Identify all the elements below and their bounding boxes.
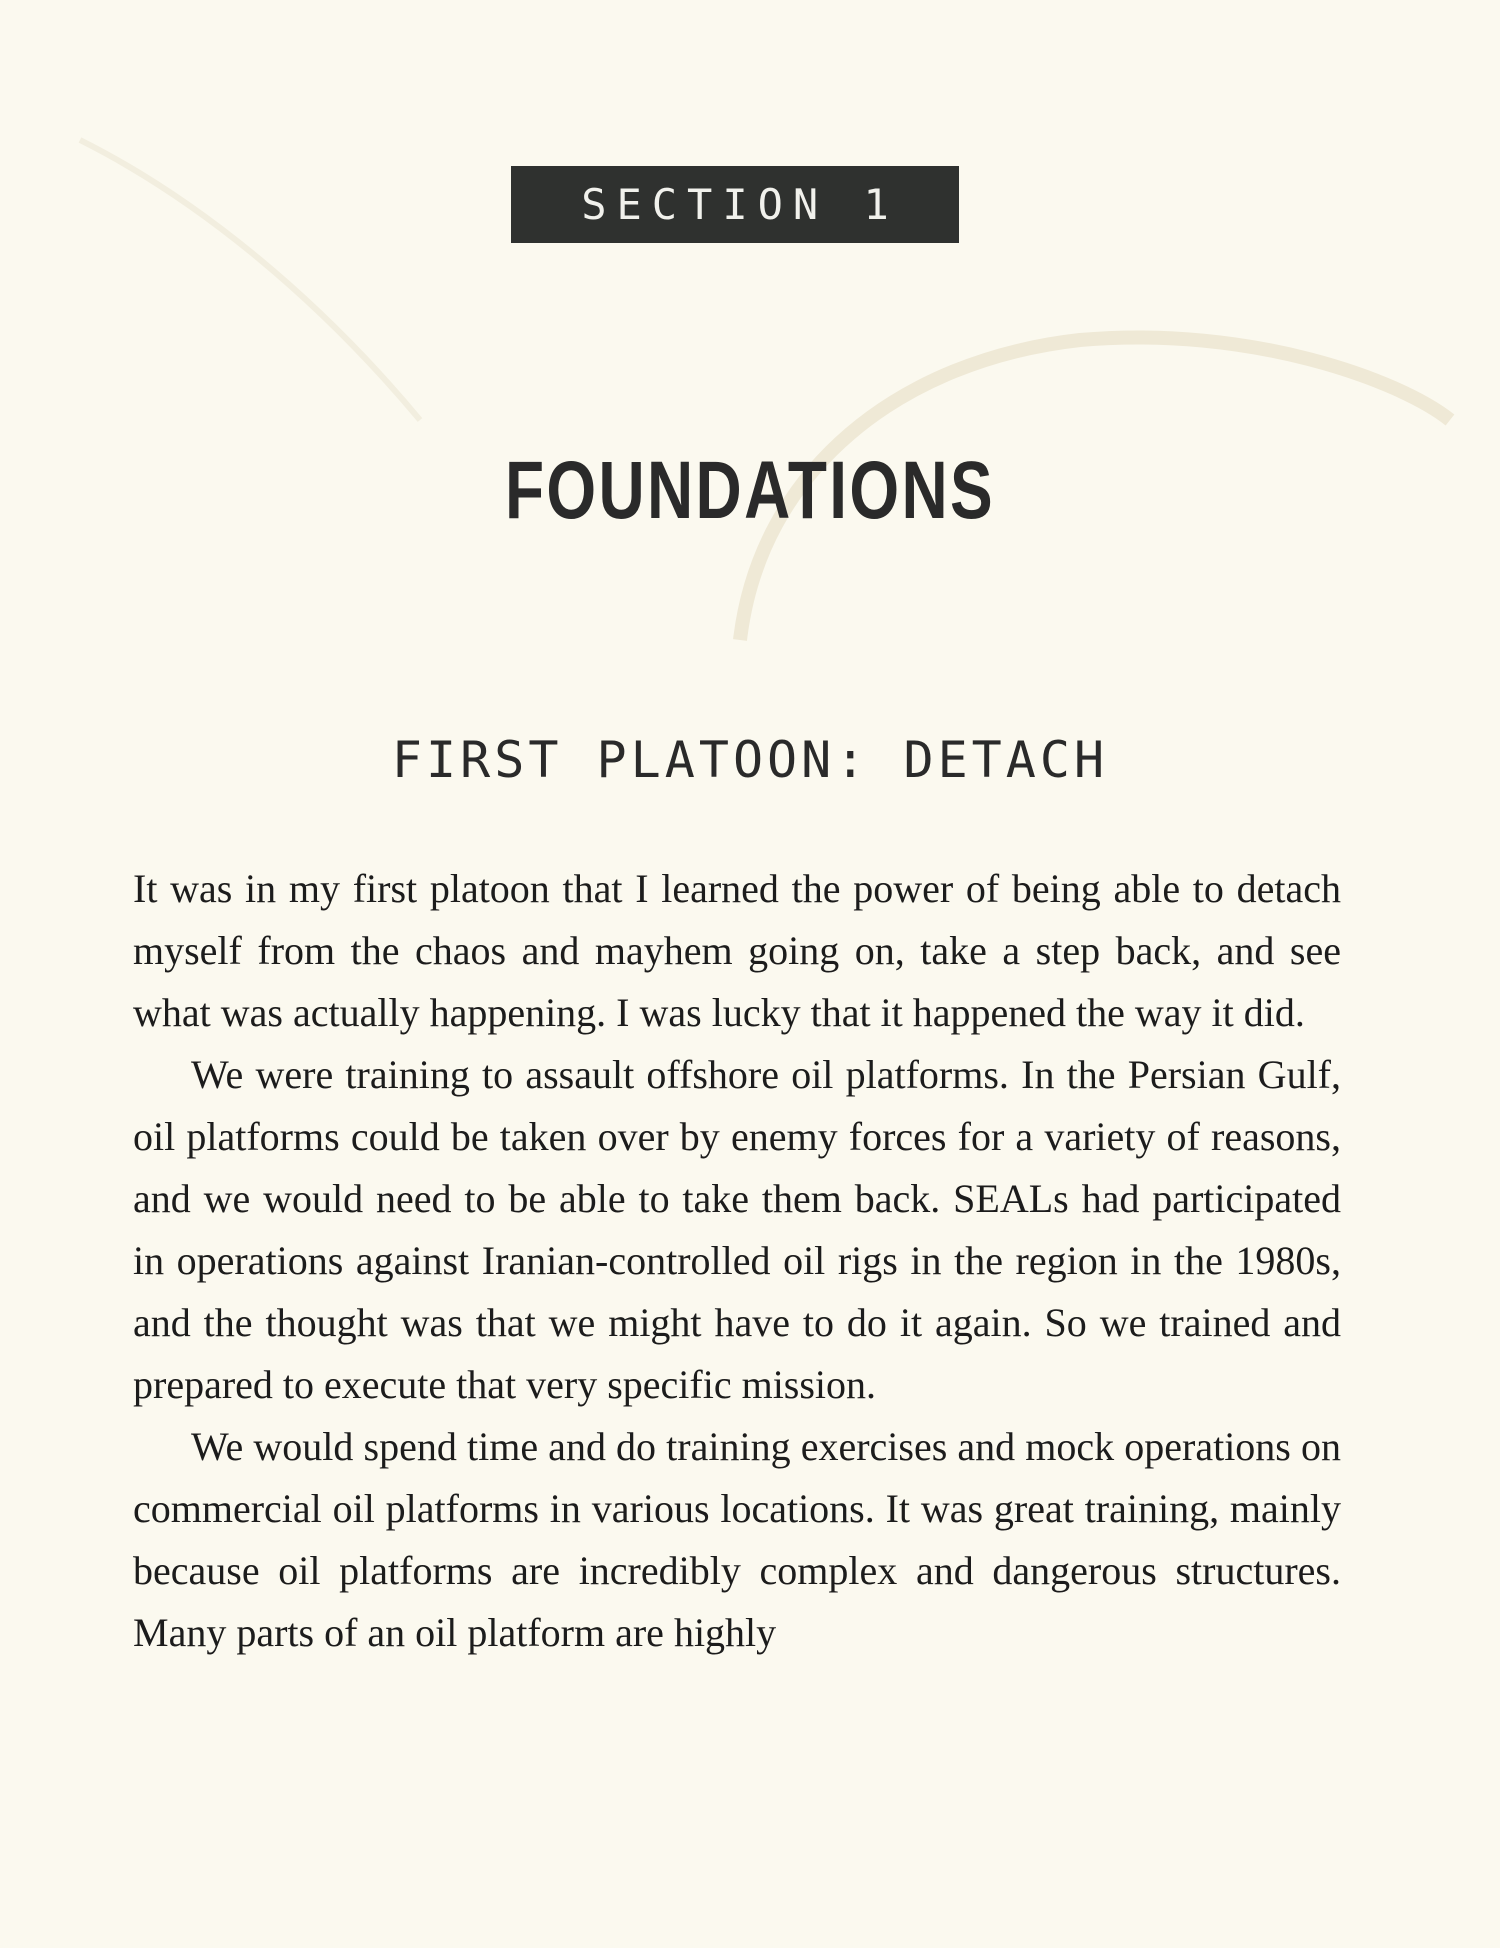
paragraph: It was in my first platoon that I learned the power of being able to detach myself from the chaos and mayhem going on, take a step back, and see what was actually happening. I was lucky that it happened the way it did. xyxy=(133,866,1341,1035)
section-label: SECTION 1 xyxy=(511,166,959,243)
paragraph: We were training to assault offshore oil platforms. In the Persian Gulf, oil platforms could be taken over by enemy forces for a variety of reasons, and we would need to be able to take them back. SEALs had participated in operations against Iranian-controlled oil rigs in the region in the 1980s, and the thought was that we might have to do it again. So we trained and prepared to execute that very specific mission. xyxy=(133,1052,1341,1407)
section-title: FOUNDATIONS xyxy=(504,445,996,536)
paragraph: We would spend time and do training exercises and mock operations on commercial oil platforms in various locations. It was great training, mainly because oil platforms are incredibly complex and dangerous structures. Many parts of an oil platform are highly xyxy=(133,1424,1341,1655)
body-text xyxy=(133,858,1341,1664)
chapter-title: FIRST PLATOON: DETACH xyxy=(391,731,1109,789)
